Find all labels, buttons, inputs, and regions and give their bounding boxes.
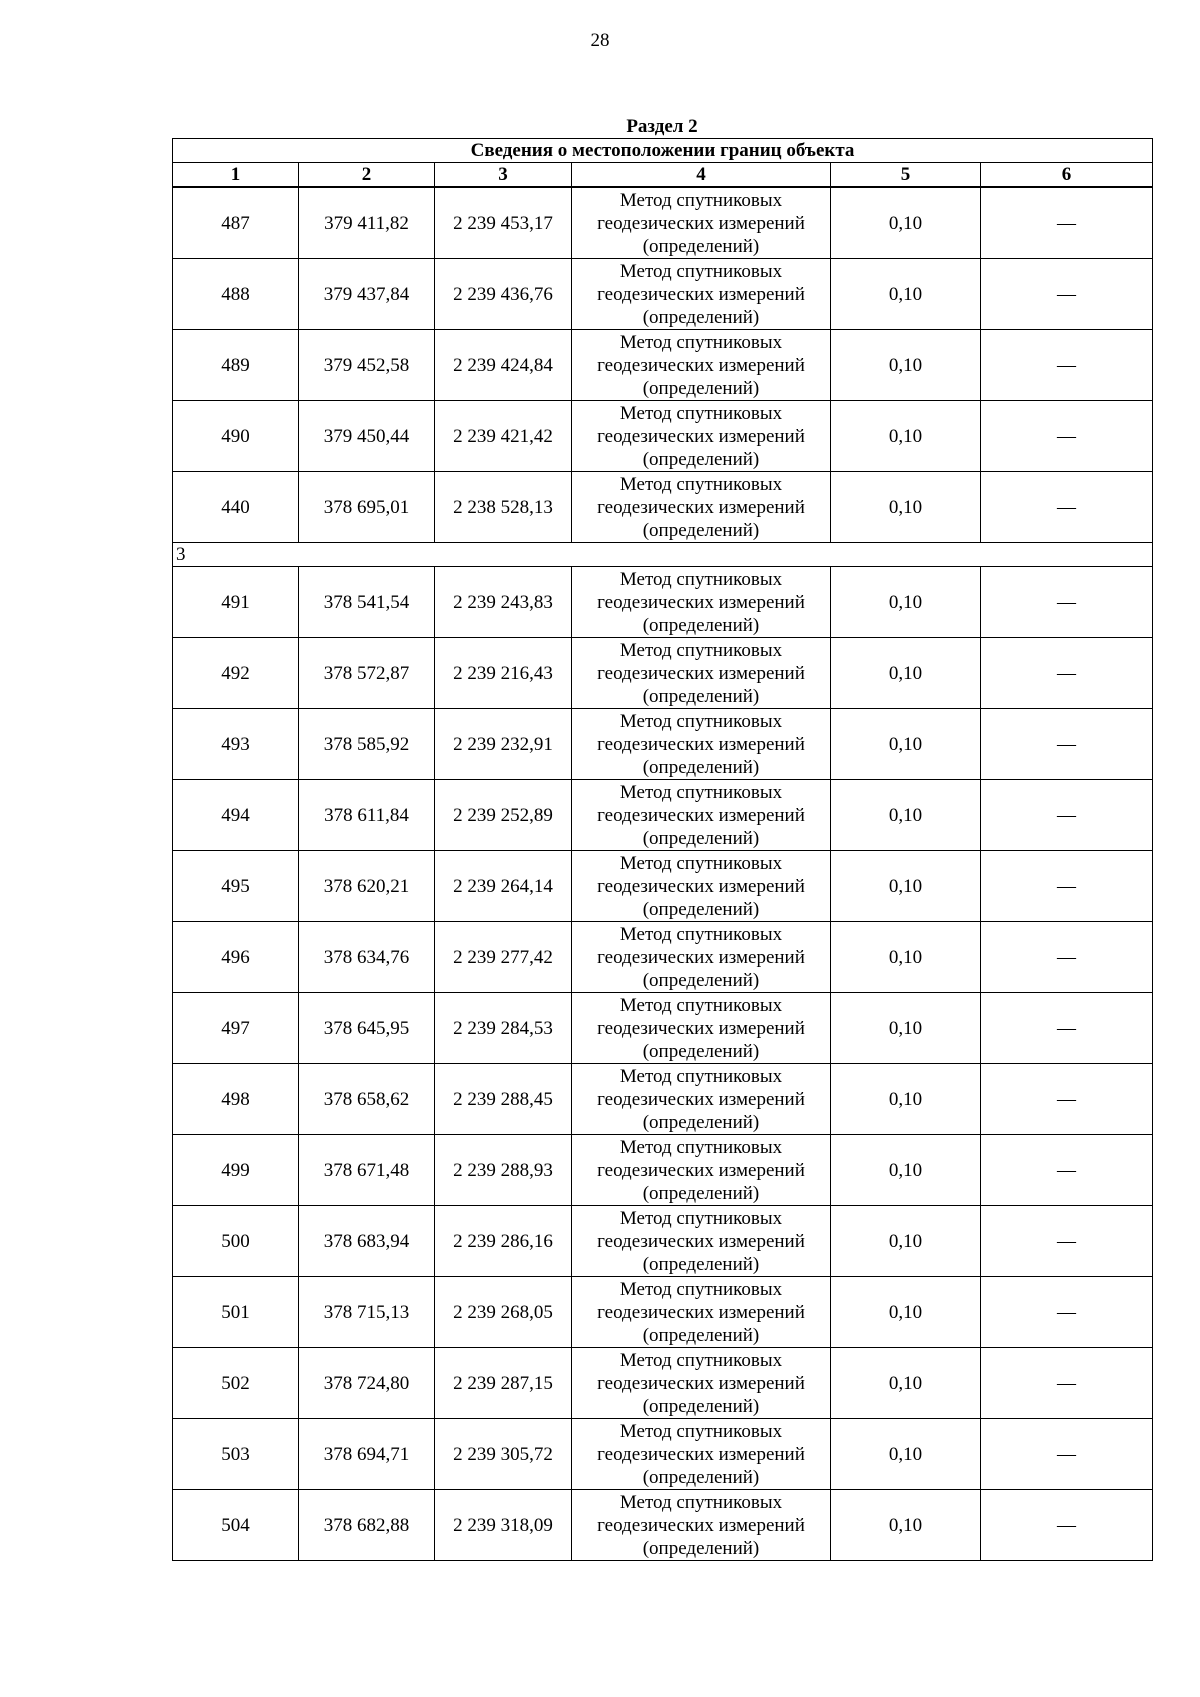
- column-header: 4: [572, 163, 831, 188]
- method-cell: [572, 1206, 831, 1277]
- method-line: (определений): [642, 614, 760, 636]
- y-coordinate-cell: 2 239 284,53: [435, 993, 572, 1064]
- method-cell: [572, 401, 831, 472]
- method-line: (определений): [642, 519, 760, 541]
- method-cell: [572, 567, 831, 638]
- note-cell: —: [981, 638, 1153, 709]
- accuracy-cell: 0,10: [831, 1064, 981, 1135]
- table-row: [173, 1206, 1153, 1277]
- table-row: [173, 330, 1153, 401]
- y-coordinate-cell: 2 239 318,09: [435, 1490, 572, 1561]
- method-line: геодезических измерений: [597, 875, 805, 897]
- method-line: геодезических измерений: [597, 662, 805, 684]
- method-line: (определений): [642, 1395, 760, 1417]
- note-cell: —: [981, 472, 1153, 543]
- point-number-cell: 489: [173, 330, 299, 401]
- method-cell: [572, 780, 831, 851]
- accuracy-cell: 0,10: [831, 1348, 981, 1419]
- method-cell: [572, 1135, 831, 1206]
- method-line: геодезических измерений: [597, 1301, 805, 1323]
- method-line: Метод спутниковых: [619, 402, 783, 424]
- accuracy-cell: 0,10: [831, 1277, 981, 1348]
- y-coordinate-cell: 2 238 528,13: [435, 472, 572, 543]
- method-line: (определений): [642, 898, 760, 920]
- table-row: [173, 1348, 1153, 1419]
- method-cell: [572, 851, 831, 922]
- method-cell: [572, 709, 831, 780]
- point-number-cell: 494: [173, 780, 299, 851]
- y-coordinate-cell: 2 239 277,42: [435, 922, 572, 993]
- table-row: [173, 993, 1153, 1064]
- table-caption: Сведения о местоположении границ объекта: [173, 139, 1153, 163]
- group-row: [173, 543, 1153, 567]
- method-line: геодезических измерений: [597, 591, 805, 613]
- y-coordinate-cell: 2 239 288,45: [435, 1064, 572, 1135]
- method-cell: [572, 187, 831, 259]
- accuracy-cell: 0,10: [831, 709, 981, 780]
- note-cell: —: [981, 780, 1153, 851]
- table-row: [173, 567, 1153, 638]
- x-coordinate-cell: 379 411,82: [299, 187, 435, 259]
- method-cell: [572, 330, 831, 401]
- method-line: Метод спутниковых: [619, 781, 783, 803]
- y-coordinate-cell: 2 239 453,17: [435, 187, 572, 259]
- y-coordinate-cell: 2 239 436,76: [435, 259, 572, 330]
- column-header: 1: [173, 163, 299, 188]
- method-line: геодезических измерений: [597, 946, 805, 968]
- x-coordinate-cell: 378 585,92: [299, 709, 435, 780]
- point-number-cell: 495: [173, 851, 299, 922]
- accuracy-cell: 0,10: [831, 472, 981, 543]
- note-cell: —: [981, 922, 1153, 993]
- method-line: Метод спутниковых: [619, 710, 783, 732]
- x-coordinate-cell: 379 452,58: [299, 330, 435, 401]
- point-number-cell: 493: [173, 709, 299, 780]
- method-line: геодезических измерений: [597, 283, 805, 305]
- method-cell: [572, 922, 831, 993]
- table-row: [173, 1064, 1153, 1135]
- accuracy-cell: 0,10: [831, 567, 981, 638]
- point-number-cell: 491: [173, 567, 299, 638]
- column-header: 6: [981, 163, 1153, 188]
- note-cell: —: [981, 401, 1153, 472]
- method-line: геодезических измерений: [597, 1514, 805, 1536]
- point-number-cell: 500: [173, 1206, 299, 1277]
- point-number-cell: 487: [173, 187, 299, 259]
- column-header: 5: [831, 163, 981, 188]
- method-line: геодезических измерений: [597, 1372, 805, 1394]
- method-line: (определений): [642, 969, 760, 991]
- method-cell: [572, 259, 831, 330]
- x-coordinate-cell: 378 645,95: [299, 993, 435, 1064]
- table-header-row: [173, 163, 1153, 188]
- table-row: [173, 851, 1153, 922]
- method-line: Метод спутниковых: [619, 852, 783, 874]
- point-number-cell: 501: [173, 1277, 299, 1348]
- y-coordinate-cell: 2 239 264,14: [435, 851, 572, 922]
- accuracy-cell: 0,10: [831, 1490, 981, 1561]
- method-line: (определений): [642, 1182, 760, 1204]
- table-row: [173, 1419, 1153, 1490]
- note-cell: —: [981, 187, 1153, 259]
- accuracy-cell: 0,10: [831, 851, 981, 922]
- boundary-coordinates-table: [172, 138, 1153, 1561]
- note-cell: —: [981, 1206, 1153, 1277]
- method-line: (определений): [642, 448, 760, 470]
- accuracy-cell: 0,10: [831, 1135, 981, 1206]
- method-line: геодезических измерений: [597, 212, 805, 234]
- note-cell: —: [981, 993, 1153, 1064]
- y-coordinate-cell: 2 239 287,15: [435, 1348, 572, 1419]
- x-coordinate-cell: 378 572,87: [299, 638, 435, 709]
- method-line: (определений): [642, 1040, 760, 1062]
- method-line: геодезических измерений: [597, 1159, 805, 1181]
- x-coordinate-cell: 378 658,62: [299, 1064, 435, 1135]
- method-cell: [572, 1490, 831, 1561]
- method-line: Метод спутниковых: [619, 1349, 783, 1371]
- method-line: Метод спутниковых: [619, 1207, 783, 1229]
- method-line: Метод спутниковых: [619, 639, 783, 661]
- accuracy-cell: 0,10: [831, 330, 981, 401]
- method-line: (определений): [642, 377, 760, 399]
- x-coordinate-cell: 378 715,13: [299, 1277, 435, 1348]
- method-line: (определений): [642, 1111, 760, 1133]
- y-coordinate-cell: 2 239 243,83: [435, 567, 572, 638]
- x-coordinate-cell: 379 450,44: [299, 401, 435, 472]
- table-row: [173, 187, 1153, 259]
- point-number-cell: 496: [173, 922, 299, 993]
- method-line: Метод спутниковых: [619, 994, 783, 1016]
- method-line: Метод спутниковых: [619, 260, 783, 282]
- y-coordinate-cell: 2 239 424,84: [435, 330, 572, 401]
- method-line: Метод спутниковых: [619, 189, 783, 211]
- accuracy-cell: 0,10: [831, 638, 981, 709]
- accuracy-cell: 0,10: [831, 922, 981, 993]
- method-line: (определений): [642, 685, 760, 707]
- y-coordinate-cell: 2 239 252,89: [435, 780, 572, 851]
- y-coordinate-cell: 2 239 286,16: [435, 1206, 572, 1277]
- point-number-cell: 503: [173, 1419, 299, 1490]
- note-cell: —: [981, 259, 1153, 330]
- x-coordinate-cell: 378 695,01: [299, 472, 435, 543]
- table-row: [173, 1277, 1153, 1348]
- page-number: 28: [590, 30, 610, 51]
- method-line: геодезических измерений: [597, 1443, 805, 1465]
- table-row: [173, 922, 1153, 993]
- y-coordinate-cell: 2 239 288,93: [435, 1135, 572, 1206]
- accuracy-cell: 0,10: [831, 259, 981, 330]
- method-cell: [572, 1419, 831, 1490]
- method-line: (определений): [642, 1466, 760, 1488]
- method-line: Метод спутниковых: [619, 1136, 783, 1158]
- method-line: Метод спутниковых: [619, 568, 783, 590]
- method-line: (определений): [642, 1324, 760, 1346]
- x-coordinate-cell: 378 724,80: [299, 1348, 435, 1419]
- accuracy-cell: 0,10: [831, 993, 981, 1064]
- accuracy-cell: 0,10: [831, 187, 981, 259]
- column-header: 3: [435, 163, 572, 188]
- method-line: Метод спутниковых: [619, 923, 783, 945]
- method-line: геодезических измерений: [597, 1017, 805, 1039]
- table-row: [173, 709, 1153, 780]
- method-line: геодезических измерений: [597, 1230, 805, 1252]
- method-line: геодезических измерений: [597, 733, 805, 755]
- x-coordinate-cell: 378 694,71: [299, 1419, 435, 1490]
- table-row: [173, 259, 1153, 330]
- y-coordinate-cell: 2 239 421,42: [435, 401, 572, 472]
- table-row: [173, 638, 1153, 709]
- accuracy-cell: 0,10: [831, 401, 981, 472]
- method-line: Метод спутниковых: [619, 1420, 783, 1442]
- table-row: [173, 401, 1153, 472]
- y-coordinate-cell: 2 239 232,91: [435, 709, 572, 780]
- method-cell: [572, 472, 831, 543]
- method-line: геодезических измерений: [597, 425, 805, 447]
- x-coordinate-cell: 378 634,76: [299, 922, 435, 993]
- table-row: [173, 472, 1153, 543]
- y-coordinate-cell: 2 239 216,43: [435, 638, 572, 709]
- y-coordinate-cell: 2 239 268,05: [435, 1277, 572, 1348]
- note-cell: —: [981, 1348, 1153, 1419]
- point-number-cell: 497: [173, 993, 299, 1064]
- point-number-cell: 504: [173, 1490, 299, 1561]
- method-line: (определений): [642, 235, 760, 257]
- x-coordinate-cell: 378 682,88: [299, 1490, 435, 1561]
- method-cell: [572, 1277, 831, 1348]
- note-cell: —: [981, 1419, 1153, 1490]
- point-number-cell: 499: [173, 1135, 299, 1206]
- method-line: геодезических измерений: [597, 354, 805, 376]
- method-cell: [572, 1348, 831, 1419]
- method-line: (определений): [642, 1537, 760, 1559]
- accuracy-cell: 0,10: [831, 1419, 981, 1490]
- point-number-cell: 502: [173, 1348, 299, 1419]
- method-line: Метод спутниковых: [619, 1278, 783, 1300]
- note-cell: —: [981, 567, 1153, 638]
- method-line: геодезических измерений: [597, 1088, 805, 1110]
- note-cell: —: [981, 1277, 1153, 1348]
- method-line: геодезических измерений: [597, 804, 805, 826]
- table-row: [173, 1490, 1153, 1561]
- x-coordinate-cell: 378 541,54: [299, 567, 435, 638]
- note-cell: —: [981, 709, 1153, 780]
- note-cell: —: [981, 330, 1153, 401]
- method-line: (определений): [642, 827, 760, 849]
- section-title: Раздел 2: [626, 116, 698, 137]
- method-line: Метод спутниковых: [619, 331, 783, 353]
- table-row: [173, 780, 1153, 851]
- table-caption-row: [173, 139, 1153, 163]
- method-line: Метод спутниковых: [619, 1491, 783, 1513]
- group-label: 3: [173, 543, 1153, 567]
- method-line: (определений): [642, 756, 760, 778]
- column-header: 2: [299, 163, 435, 188]
- table-row: [173, 1135, 1153, 1206]
- x-coordinate-cell: 378 611,84: [299, 780, 435, 851]
- point-number-cell: 498: [173, 1064, 299, 1135]
- method-line: (определений): [642, 306, 760, 328]
- x-coordinate-cell: 379 437,84: [299, 259, 435, 330]
- accuracy-cell: 0,10: [831, 1206, 981, 1277]
- point-number-cell: 440: [173, 472, 299, 543]
- note-cell: —: [981, 1135, 1153, 1206]
- x-coordinate-cell: 378 620,21: [299, 851, 435, 922]
- method-line: Метод спутниковых: [619, 473, 783, 495]
- point-number-cell: 488: [173, 259, 299, 330]
- method-line: геодезических измерений: [597, 496, 805, 518]
- method-cell: [572, 993, 831, 1064]
- y-coordinate-cell: 2 239 305,72: [435, 1419, 572, 1490]
- x-coordinate-cell: 378 671,48: [299, 1135, 435, 1206]
- x-coordinate-cell: 378 683,94: [299, 1206, 435, 1277]
- method-line: Метод спутниковых: [619, 1065, 783, 1087]
- method-cell: [572, 638, 831, 709]
- note-cell: —: [981, 1490, 1153, 1561]
- note-cell: —: [981, 1064, 1153, 1135]
- point-number-cell: 492: [173, 638, 299, 709]
- method-line: (определений): [642, 1253, 760, 1275]
- accuracy-cell: 0,10: [831, 780, 981, 851]
- note-cell: —: [981, 851, 1153, 922]
- point-number-cell: 490: [173, 401, 299, 472]
- method-cell: [572, 1064, 831, 1135]
